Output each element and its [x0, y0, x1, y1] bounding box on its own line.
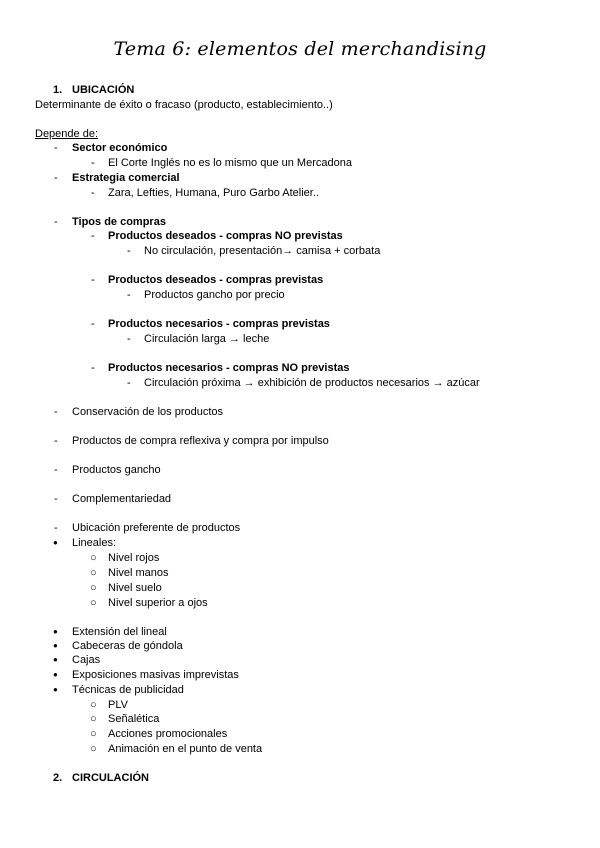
dash-marker: - [54, 406, 58, 418]
tipo-group-detail: Productos gancho por precio [144, 289, 285, 301]
bullet-item: Extensión del lineal [72, 626, 167, 638]
tecnica-item: Señalética [108, 713, 160, 725]
dash-marker: - [127, 289, 131, 301]
dash-marker: - [54, 493, 58, 505]
circle-marker: ○ [90, 713, 97, 725]
bullet-marker: ● [53, 685, 58, 694]
bullet-marker: ● [53, 670, 58, 679]
list-item: Productos gancho [72, 464, 161, 476]
list-item: Productos de compra reflexiva y compra por impulso [72, 435, 329, 447]
section-2-number: 2. [53, 772, 63, 784]
tipo-group-detail: Circulación próxima → exhibición de productos necesarios → azúcar [144, 377, 480, 389]
tipo-group-label: Productos deseados - compras NO previstas [108, 230, 343, 242]
dash-marker: - [91, 362, 95, 374]
sector-label: Sector económico [72, 142, 168, 154]
section-2-heading: CIRCULACIÓN [72, 772, 149, 784]
circle-marker: ○ [90, 582, 97, 594]
bullet-marker: ● [53, 627, 58, 636]
circle-marker: ○ [90, 552, 97, 564]
tipo-group-label: Productos necesarios - compras previstas [108, 318, 330, 330]
bullet-marker: ● [53, 655, 58, 664]
section-1-heading: UBICACIÓN [72, 84, 135, 96]
bullet-item: Cajas [72, 654, 101, 666]
list-item: Ubicación preferente de productos [72, 522, 241, 534]
bullet-marker: ● [53, 538, 58, 547]
tecnicas-label: Técnicas de publicidad [72, 684, 184, 696]
circle-marker: ○ [90, 728, 97, 740]
tecnica-item: Acciones promocionales [108, 728, 228, 740]
dash-marker: - [91, 157, 95, 169]
section-1-number: 1. [53, 84, 63, 96]
dash-marker: - [91, 187, 95, 199]
tecnica-item: Animación en el punto de venta [108, 743, 263, 755]
lineales-level: Nivel rojos [108, 552, 160, 564]
depende-label: Depende de: [35, 128, 98, 140]
dash-marker: - [91, 230, 95, 242]
estrategia-example: Zara, Lefties, Humana, Puro Garbo Atelier.. [108, 187, 319, 199]
dash-marker: - [54, 172, 58, 184]
list-item: Conservación de los productos [72, 406, 224, 418]
dash-marker: - [54, 142, 58, 154]
lineales-label: Lineales: [72, 537, 117, 549]
lineales-level: Nivel manos [108, 567, 169, 579]
tipo-group-label: Productos necesarios - compras NO previstas [108, 362, 350, 374]
dash-marker: - [54, 522, 58, 534]
tipo-group-detail: Circulación larga → leche [144, 333, 270, 345]
dash-marker: - [127, 377, 131, 389]
circle-marker: ○ [90, 567, 97, 579]
list-item: Complementariedad [72, 493, 172, 505]
tecnica-item: PLV [108, 699, 128, 711]
dash-marker: - [91, 318, 95, 330]
circle-marker: ○ [90, 597, 97, 609]
page-title: Tema 6: elementos del merchandising [113, 38, 487, 60]
circle-marker: ○ [90, 699, 97, 711]
bullet-item: Exposiciones masivas imprevistas [72, 669, 239, 681]
lineales-level: Nivel superior a ojos [108, 597, 208, 609]
lineales-level: Nivel suelo [108, 582, 162, 594]
dash-marker: - [54, 216, 58, 228]
dash-marker: - [91, 274, 95, 286]
bullet-item: Cabeceras de góndola [72, 640, 183, 652]
dash-marker: - [127, 333, 131, 345]
dash-marker: - [54, 464, 58, 476]
sector-example: El Corte Inglés no es lo mismo que un Mercadona [108, 157, 352, 169]
tipo-group-detail: No circulación, presentación→ camisa + corbata [144, 245, 381, 257]
dash-marker: - [54, 435, 58, 447]
section-1-intro: Determinante de éxito o fracaso (producto, establecimiento..) [35, 99, 333, 111]
circle-marker: ○ [90, 743, 97, 755]
estrategia-label: Estrategia comercial [72, 172, 180, 184]
tipo-group-label: Productos deseados - compras previstas [108, 274, 324, 286]
tipos-label: Tipos de compras [72, 216, 166, 228]
dash-marker: - [127, 245, 131, 257]
bullet-marker: ● [53, 641, 58, 650]
